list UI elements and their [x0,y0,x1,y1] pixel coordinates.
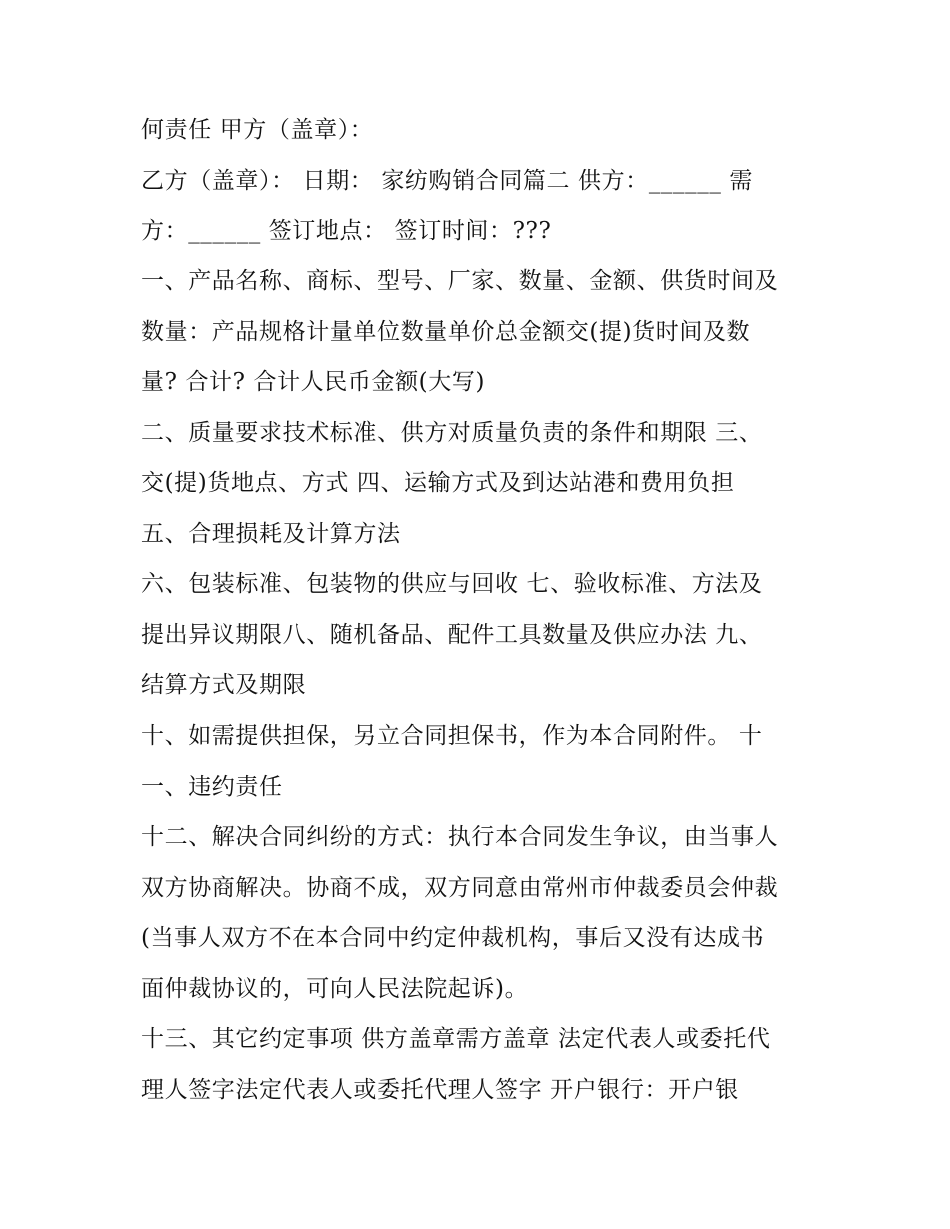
text-line: 交(提)货地点、方式 四、运输方式及到达站港和费用负担 [141,470,735,496]
text-line: 十、如需提供担保，另立合同担保书，作为本合同附件。 十 [141,723,763,749]
text-line: 结算方式及期限 [141,672,307,698]
text-line: 双方协商解决。协商不成，双方同意由常州市仲裁委员会仲裁 [141,875,779,901]
text-line: 十二、解决合同纠纷的方式：执行本合同发生争议，由当事人 [141,824,779,850]
text-line: (当事人双方不在本合同中约定仲裁机构，事后又没有达成书 [141,925,765,951]
text-line: 面仲裁协议的，可向人民法院起诉)。 [141,976,529,1002]
text-line: 何责任 甲方（盖章）： [141,117,374,143]
text-line: 乙方（盖章）： 日期： 家纺购销合同篇二 供方：______ 需 [141,168,753,194]
text-line: 十三、其它约定事项 供方盖章需方盖章 法定代表人或委托代 [141,1026,771,1052]
text-line: 数量：产品规格计量单位数量单价总金额交(提)货时间及数 [141,319,751,345]
text-line: 一、产品名称、商标、型号、厂家、数量、金额、供货时间及 [141,268,779,294]
text-line: 六、包装标准、包装物的供应与回收 七、验收标准、方法及 [141,571,763,597]
text-line: 量? 合计? 合计人民币金额(大写) [141,369,486,395]
text-line: 二、质量要求技术标准、供方对质量负责的条件和期限 三、 [141,420,763,446]
text-line: 一、违约责任 [141,774,283,800]
text-line: 提出异议期限八、随机备品、配件工具数量及供应办法 九、 [141,622,763,648]
text-line: 五、合理损耗及计算方法 [141,521,401,547]
text-line: 方：______ 签订地点： 签订时间：??? [141,218,552,244]
text-line: 理人签字法定代表人或委托代理人签字 开户银行：开户银 [141,1077,739,1103]
